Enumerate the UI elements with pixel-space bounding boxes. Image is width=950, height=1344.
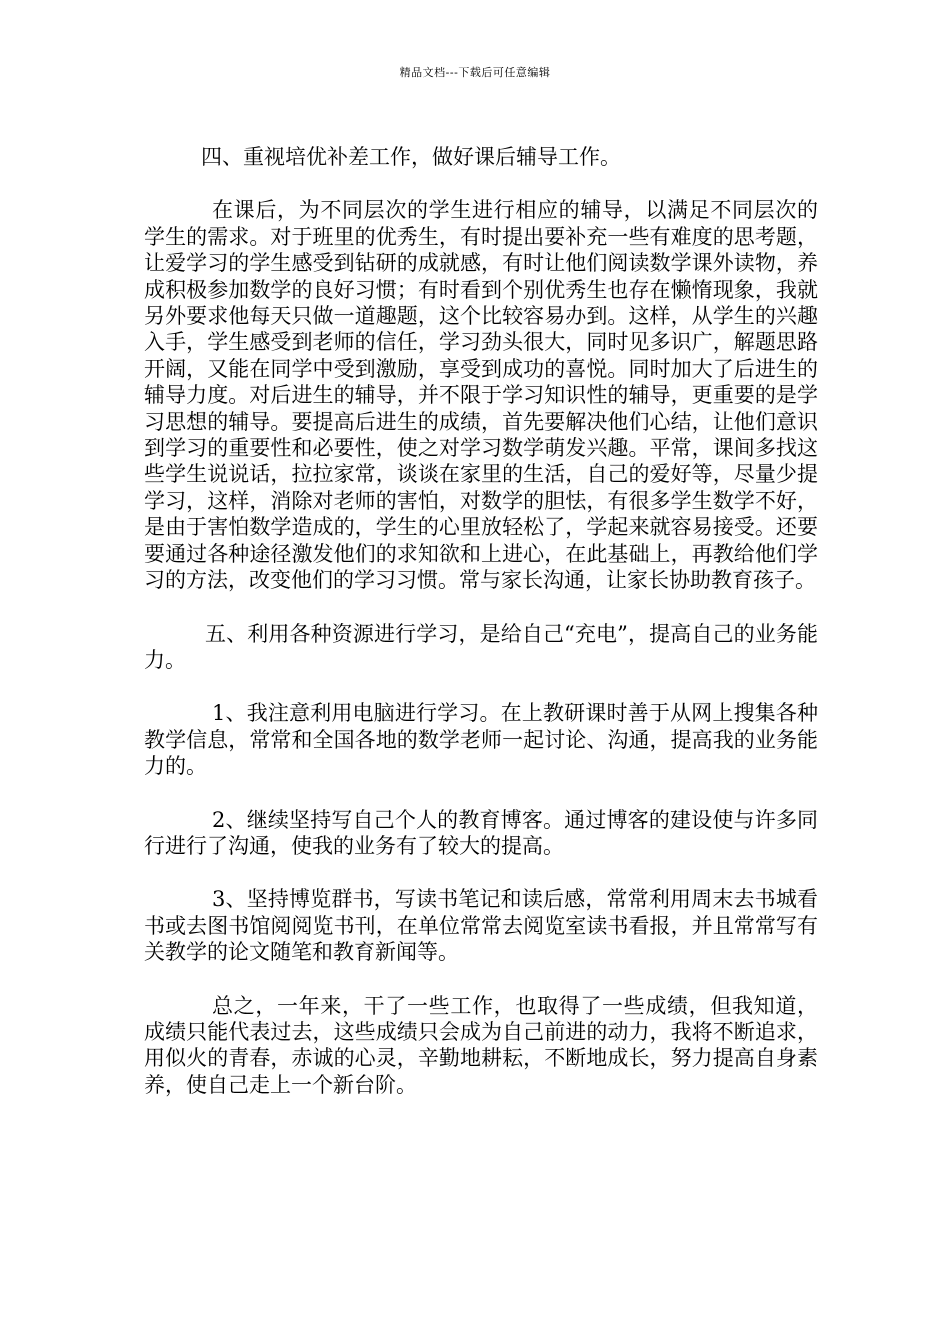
header-note: 精品文档---下载后可任意编辑 [399, 66, 551, 79]
list-item-2: 2、继续坚持写自己个人的教育博客。通过博客的建设使与许多同行进行了沟通，使我的业务有了较大的提高。 [144, 807, 818, 858]
paragraph-spacer [144, 859, 818, 886]
paragraph-spacer [144, 673, 818, 700]
conclusion-paragraph: 总之，一年来，干了一些工作，也取得了一些成绩，但我知道，成绩只能代表过去，这些成绩只会成为自己前进的动力，我将不断追求，用似火的青春，赤诚的心灵，辛勤地耕耘，不断地成长，努力提高自身素养，使自己走上一个新台阶。 [144, 993, 818, 1097]
list-item-3: 3、坚持博览群书，写读书笔记和读后感，常常利用周末去书城看书或去图书馆阅阅览书刊，在单位常常去阅览室读书看报，并且常常写有关教学的论文随笔和教育新闻等。 [144, 887, 818, 965]
section-4-heading: 四、重视培优补差工作，做好课后辅导工作。 [201, 145, 621, 169]
paragraph-spacer [144, 966, 818, 993]
paragraph-spacer [144, 170, 818, 197]
list-item-1: 1、我注意利用电脑进行学习。在上教研课时善于从网上搜集各种教学信息，常常和全国各地的数学老师一起讨论、沟通，提高我的业务能力的。 [144, 701, 818, 779]
document-body [144, 144, 818, 1098]
paragraph-spacer [144, 594, 818, 621]
section-4-paragraph: 在课后，为不同层次的学生进行相应的辅导，以满足不同层次的学生的需求。对于班里的优秀生，有时提出要补充一些有难度的思考题，让爱学习的学生感受到钻研的成就感，有时让他们阅读数学课外读物，养成积极参加数学的良好习惯；有时看到个别优秀生也存在懒惰现象，我就另外要求他每天只做一道趣题，这个比较容易办到。这样，从学生的兴趣入手，学生感受到老师的信任，学习劲头很大，同时见多识广，解题思路开阔，又能在同学中受到激励，享受到成功的喜悦。同时加大了后进生的辅导力度。对后进生的辅导，并不限于学习知识性的辅导，更重要的是学习思想的辅导。要提高后进生的成绩，首先要解决他们心结，让他们意识到学习的重要性和必要性，使之对学习数学萌发兴趣。平常，课间多找这些学生说说话，拉拉家常，谈谈在家里的生活，自己的爱好等，尽量少提学习，这样，消除对老师的害怕，对数学的胆怯，有很多学生数学不好，是由于害怕数学造成的，学生的心里放轻松了，学起来就容易接受。还要要通过各种途径激发他们的求知欲和上进心，在此基础上，再教给他们学习的方法，改变他们的学习习惯。常与家长沟通，让家长协助教育孩子。 [144, 198, 818, 593]
paragraph-spacer [144, 780, 818, 807]
section-5-heading: 五、利用各种资源进行学习，是给自己“充电”，提高自己的业务能力。 [144, 621, 818, 672]
